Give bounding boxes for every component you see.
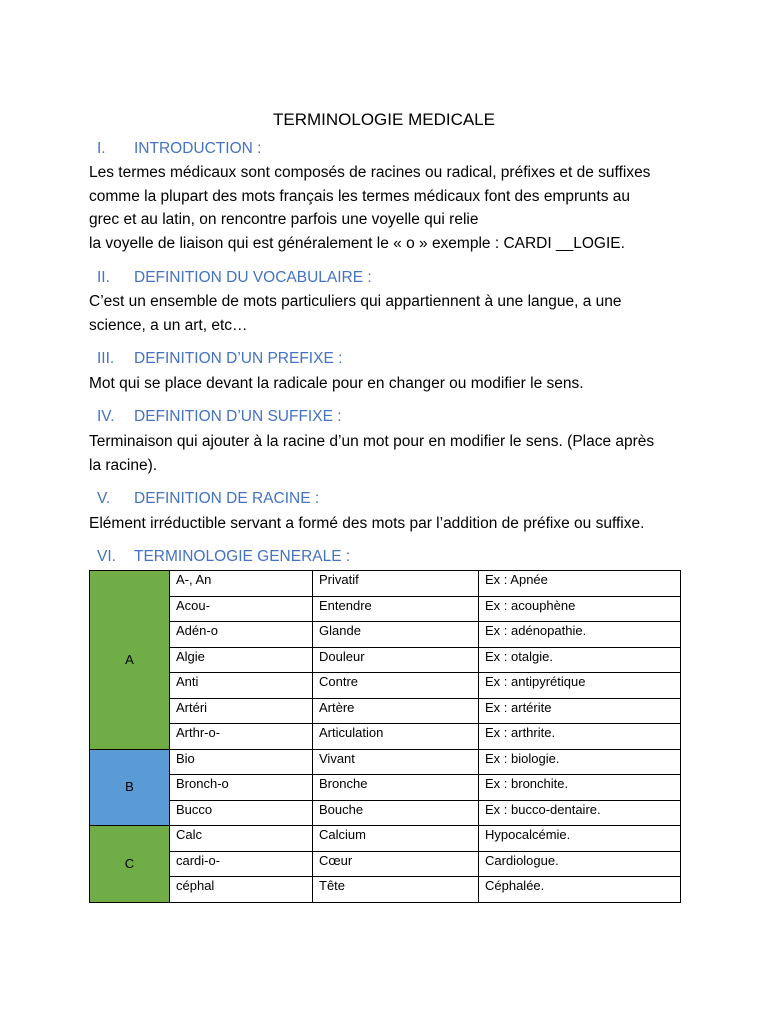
paragraph-line: Elément irréductible servant a formé des mots par l’addition de préfixe ou suffixe. (89, 515, 645, 532)
table-row (90, 775, 681, 801)
term-cell: Calc (170, 826, 313, 852)
meaning-cell: Bouche (313, 800, 479, 826)
meaning-cell: Privatif (313, 571, 479, 597)
meaning-cell: Vivant (313, 749, 479, 775)
meaning-cell: Contre (313, 673, 479, 699)
meaning-cell: Articulation (313, 724, 479, 750)
table-row (90, 724, 681, 750)
example-cell: Cardiologue. (479, 851, 681, 877)
section-heading-vocabulaire (97, 269, 372, 287)
paragraph-line: C’est un ensemble de mots particuliers qui appartiennent à une langue, a une (89, 293, 622, 310)
section-heading-terminologie-generale (97, 548, 350, 566)
term-cell: cardi-o- (170, 851, 313, 877)
paragraph-line: la racine). (89, 456, 158, 474)
section-title: TERMINOLOGIE GENERALE : (134, 548, 351, 565)
example-cell: Ex : arthrite. (479, 724, 681, 750)
section-paragraph-vocabulaire (89, 290, 689, 337)
term-cell: Bio (170, 749, 313, 775)
table-row (90, 851, 681, 877)
paragraph-line: science, a un art, etc… (89, 316, 248, 334)
example-cell: Ex : Apnée (479, 571, 681, 597)
group-letter-cell: A (90, 571, 170, 750)
example-cell: Ex : acouphène (479, 596, 681, 622)
section-number: IV. (97, 408, 115, 425)
section-number: I. (97, 140, 106, 157)
document-title: TERMINOLOGIE MEDICALE (273, 110, 495, 129)
table-row (90, 826, 681, 852)
paragraph-line: grec et au latin, on rencontre parfois une voyelle qui relie (89, 211, 479, 228)
section-heading-introduction (97, 140, 261, 158)
table-row (90, 698, 681, 724)
example-cell: Ex : biologie. (479, 749, 681, 775)
group-letter-cell: B (90, 749, 170, 826)
section-paragraph-introduction (89, 161, 689, 255)
term-cell: Adén-o (170, 622, 313, 648)
section-paragraph-suffixe (89, 430, 689, 477)
section-number: V. (97, 490, 111, 507)
section-title: DEFINITION DU VOCABULAIRE : (134, 269, 372, 286)
paragraph-line: Mot qui se place devant la radicale pour en changer ou modifier le sens. (89, 375, 584, 392)
example-cell: Ex : bucco-dentaire. (479, 800, 681, 826)
paragraph-line: comme la plupart des mots français les termes médicaux font des emprunts au (89, 187, 631, 205)
term-cell: céphal (170, 877, 313, 903)
section-title: DEFINITION DE RACINE : (134, 490, 320, 507)
table-row (90, 571, 681, 597)
meaning-cell: Artère (313, 698, 479, 724)
section-title: DEFINITION D’UN PREFIXE : (134, 350, 343, 367)
section-heading-suffixe (97, 408, 342, 426)
terminology-table (89, 570, 681, 903)
table-row (90, 877, 681, 903)
section-paragraph-racine (89, 512, 689, 536)
section-number: VI. (97, 548, 116, 565)
term-cell: Artéri (170, 698, 313, 724)
example-cell: Hypocalcémie. (479, 826, 681, 852)
table-row (90, 622, 681, 648)
section-number: III. (97, 350, 115, 367)
meaning-cell: Entendre (313, 596, 479, 622)
group-letter-cell: C (90, 826, 170, 903)
table-row (90, 596, 681, 622)
paragraph-line: la voyelle de liaison qui est généralement le « o » exemple : CARDI __LOGIE. (89, 234, 625, 252)
meaning-cell: Tête (313, 877, 479, 903)
meaning-cell: Douleur (313, 647, 479, 673)
meaning-cell: Cœur (313, 851, 479, 877)
example-cell: Céphalée. (479, 877, 681, 903)
paragraph-line: Terminaison qui ajouter à la racine d’un mot pour en modifier le sens. (Place après (89, 433, 655, 450)
example-cell: Ex : antipyrétique (479, 673, 681, 699)
term-cell: Arthr-o- (170, 724, 313, 750)
term-cell: Bronch-o (170, 775, 313, 801)
section-number: II. (97, 269, 110, 286)
meaning-cell: Calcium (313, 826, 479, 852)
paragraph-line: Les termes médicaux sont composés de racines ou radical, préfixes et de suffixes (89, 164, 651, 181)
term-cell: A-, An (170, 571, 313, 597)
example-cell: Ex : otalgie. (479, 647, 681, 673)
section-paragraph-prefixe (89, 372, 689, 396)
section-heading-racine (97, 490, 319, 508)
section-title: DEFINITION D’UN SUFFIXE : (134, 408, 342, 425)
example-cell: Ex : artérite (479, 698, 681, 724)
term-cell: Anti (170, 673, 313, 699)
term-cell: Acou- (170, 596, 313, 622)
section-title: INTRODUCTION : (134, 140, 262, 157)
table-row (90, 673, 681, 699)
term-cell: Algie (170, 647, 313, 673)
section-heading-prefixe (97, 350, 342, 368)
term-cell: Bucco (170, 800, 313, 826)
meaning-cell: Glande (313, 622, 479, 648)
example-cell: Ex : bronchite. (479, 775, 681, 801)
table-row (90, 800, 681, 826)
table-row (90, 749, 681, 775)
table-row (90, 647, 681, 673)
example-cell: Ex : adénopathie. (479, 622, 681, 648)
meaning-cell: Bronche (313, 775, 479, 801)
